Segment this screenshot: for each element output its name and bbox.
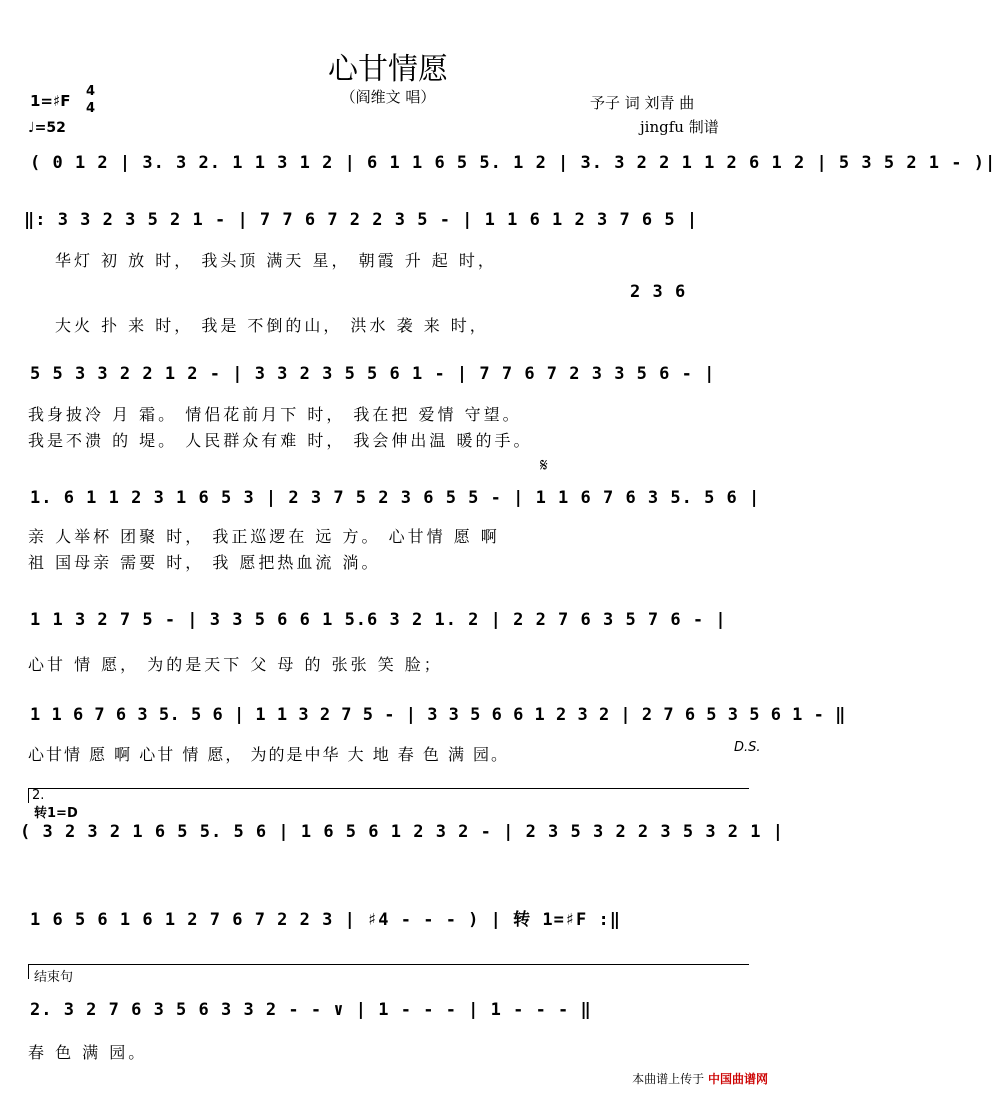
lyric-row-3-verse-2: 我是不溃 的 堤。 人民群众有难 时， 我会伸出温 暖的手。 (28, 431, 533, 450)
page-subtitle: （阎维文 唱） (340, 88, 436, 106)
score-row-4: 1. 6 1 1 2 3 1 6 5 3 | 2 3 7 5 2 3 6 5 5 - | 1 1 6 7 6 3 5. 5 6 | (30, 488, 761, 508)
time-signature-bottom: 4 (86, 101, 96, 116)
lyric-row-5: 心甘 情 愿， 为的是天下 父 母 的 张张 笑 脸； (28, 655, 443, 674)
time-signature-top: 4 (86, 84, 96, 99)
lyric-row-4-verse-2: 祖 国母亲 需要 时， 我 愿把热血流 淌。 (28, 553, 381, 572)
lyric-row-9: 春 色 满 园。 (28, 1043, 148, 1062)
page-title: 心甘情愿 (328, 52, 448, 87)
lyric-row-4-verse-1: 亲 人举杯 团聚 时， 我正巡逻在 远 方。 心甘情 愿 啊 (28, 527, 500, 546)
volta-number: 2. (32, 788, 45, 803)
lyric-row-6: 心甘情 愿 啊 心甘 情 愿， 为的是中华 大 地 春 色 满 园。 (28, 745, 510, 764)
score-row-3: 5 5 3 3 2 2 1 2 - | 3 3 2 3 5 5 6 1 - | 7 7 6 7 2 3 3 5 6 - | (30, 364, 716, 384)
lyric-row-2-verse-2: 大火 扑 来 时， 我是 不倒的山， 洪水 袭 来 时， (55, 316, 489, 335)
key-signature: 1=♯F (30, 92, 71, 110)
score-row-7: ( 3 2 3 2 1 6 5 5. 5 6 | 1 6 5 6 1 2 3 2 - | 2 3 5 3 2 2 3 5 3 2 1 | (20, 822, 784, 842)
score-row-6: 1 1 6 7 6 3 5. 5 6 | 1 1 3 2 7 5 - | 3 3 5 6 6 1 2 3 2 | 2 7 6 5 3 5 6 1 - ‖ (30, 705, 846, 725)
lyric-row-3-verse-1: 我身披冷 月 霜。 情侣花前月下 时， 我在把 爱情 守望。 (28, 405, 522, 424)
dal-segno-marking: D.S. (734, 740, 761, 755)
site-logo: 中国曲谱网 (707, 1072, 768, 1086)
tempo-marking: ♩=52 (28, 120, 66, 136)
footer-watermark (632, 1070, 768, 1087)
score-row-1: ( 0 1 2 | 3. 3 2. 1 1 3 1 2 | 6 1 1 6 5 5. 1 2 | 3. 3 2 2 1 1 2 6 1 2 | 5 3 5 2 1 - )| (30, 153, 996, 173)
modulation-marking: 转1=D (34, 806, 78, 821)
credit-composer: 予子 词 刘青 曲 (590, 94, 695, 112)
volta-bracket (28, 788, 749, 803)
score-row-5: 1 1 3 2 7 5 - | 3 3 5 6 6 1 5.6 3 2 1. 2 | 2 2 7 6 3 5 7 6 - | (30, 610, 727, 630)
segno-icon: 𝄋 (540, 455, 548, 476)
score-row-8: 1 6 5 6 1 6 1 2 7 6 7 2 2 3 | ♯4 - - - ) | 转 1=♯F :‖ (30, 910, 621, 930)
score-row-2: ‖: 3 3 2 3 5 2 1 - | 7 7 6 7 2 2 3 5 - | 1 1 6 1 2 3 7 6 5 | (24, 210, 699, 230)
coda-bracket (28, 964, 749, 979)
credit-transcriber: jingfu 制谱 (640, 118, 719, 136)
variant-notes: 2 3 6 (630, 282, 687, 302)
coda-label: 结束句 (34, 970, 74, 985)
lyric-row-2-verse-1: 华灯 初 放 时， 我头顶 满天 星， 朝霞 升 起 时， (55, 251, 497, 270)
footer-upload-text: 本曲谱上传于 (632, 1072, 705, 1086)
score-row-9: 2. 3 2 7 6 3 5 6 3 3 2 - - ∨ | 1 - - - | 1 - - - ‖ (30, 1000, 592, 1020)
